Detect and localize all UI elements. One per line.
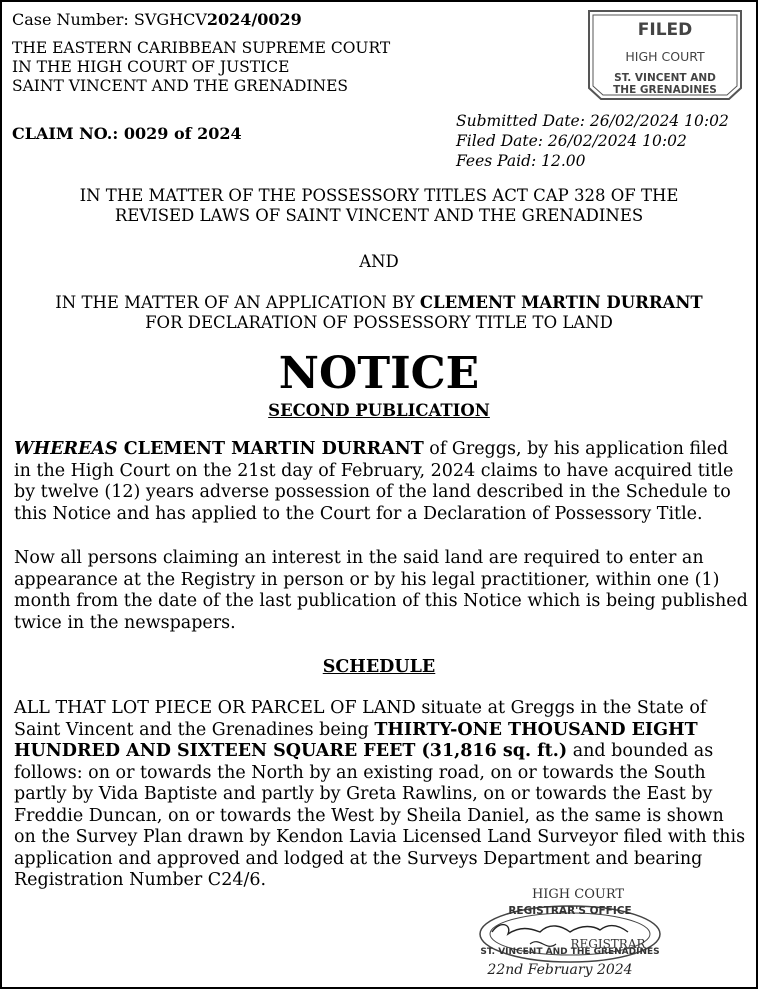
filed-stamp-line: ST. VINCENT AND bbox=[614, 72, 716, 84]
registrar-stamp-location: ST. VINCENT AND THE GRENADINES bbox=[480, 947, 660, 957]
court-line: IN THE HIGH COURT OF JUSTICE bbox=[12, 58, 290, 76]
court-line: SAINT VINCENT AND THE GRENADINES bbox=[12, 77, 349, 95]
filing-meta bbox=[456, 111, 729, 171]
registrar-stamp bbox=[470, 882, 670, 982]
matter-line: FOR DECLARATION OF POSSESSORY TITLE TO LAND bbox=[145, 313, 613, 332]
notice-title: NOTICE bbox=[278, 348, 480, 399]
applicant-name: CLEMENT MARTIN DURRANT bbox=[419, 293, 703, 312]
matter-heading-act bbox=[2, 186, 756, 226]
filed-stamp-line: HIGH COURT bbox=[625, 49, 705, 64]
matter-line: IN THE MATTER OF THE POSSESSORY TITLES ACT CAP 328 OF THE bbox=[79, 186, 679, 205]
matter-line: IN THE MATTER OF AN APPLICATION BY CLEMENT MARTIN DURRANT bbox=[55, 293, 703, 312]
registrar-stamp-court: HIGH COURT bbox=[531, 887, 625, 902]
filed-stamp-line: THE GRENADINES bbox=[613, 84, 717, 96]
fees-paid: Fees Paid: 12.00 bbox=[456, 152, 586, 170]
registrar-signature bbox=[492, 925, 628, 934]
court-line: THE EASTERN CARIBBEAN SUPREME COURT bbox=[12, 39, 391, 57]
appearance-paragraph: Now all persons claiming an interest in the said land are required to enter an appearance at the Registry in person or by his legal practitioner, within one (1) month from the date of the last publication of this Notice which is being published twice in the newspapers. bbox=[14, 548, 748, 633]
schedule-heading: SCHEDULE bbox=[322, 657, 436, 677]
court-heading bbox=[12, 39, 390, 96]
filed-stamp bbox=[586, 8, 744, 102]
whereas-paragraph: WHEREAS CLEMENT MARTIN DURRANT of Greggs, by his application filed in the High Court on the 21st day of February, 2024 claims to have acquired title by twelve (12) years adverse possession of the land described in the Schedule to this Notice and has applied to the Court for a Declaration of Possessory Title. bbox=[14, 439, 734, 524]
registrar-stamp-title: REGISTRAR bbox=[570, 937, 646, 951]
and-separator: AND bbox=[359, 252, 399, 271]
registrar-stamp-office: REGISTRAR'S OFFICE bbox=[508, 905, 632, 917]
publication-label: SECOND PUBLICATION bbox=[268, 401, 490, 420]
matter-heading-application bbox=[2, 293, 756, 333]
matter-line: REVISED LAWS OF SAINT VINCENT AND THE GRENADINES bbox=[114, 206, 644, 225]
claim-number: CLAIM NO.: 0029 of 2024 bbox=[12, 124, 242, 143]
signature-date: 22nd February 2024 bbox=[487, 962, 633, 978]
filed-date: Filed Date: 26/02/2024 10:02 bbox=[456, 132, 687, 150]
submitted-date: Submitted Date: 26/02/2024 10:02 bbox=[456, 112, 729, 130]
case-number: Case Number: SVGHCV2024/0029 bbox=[12, 10, 302, 29]
schedule-paragraph: ALL THAT LOT PIECE OR PARCEL OF LAND situate at Greggs in the State of Saint Vincent and the Grenadines being THIRTY-ONE THOUSAND EIGHT HUNDRED AND SIXTEEN SQUARE FEET (31,816 sq. ft.) and bounded as follows: on or towards the North by an existing road, on or towards the South partly by Vida Baptiste and partly by Greta Rawlins, on or towards the East by Freddie Duncan, on or towards the West by Sheila Daniel, as the same is shown on the Survey Plan drawn by Kendon Lavia Licensed Land Surveyor filed with this application and approved and lodged at the Surveys Department and bearing Registration Number C24/6. bbox=[14, 698, 746, 890]
filed-stamp-title: FILED bbox=[637, 20, 693, 40]
